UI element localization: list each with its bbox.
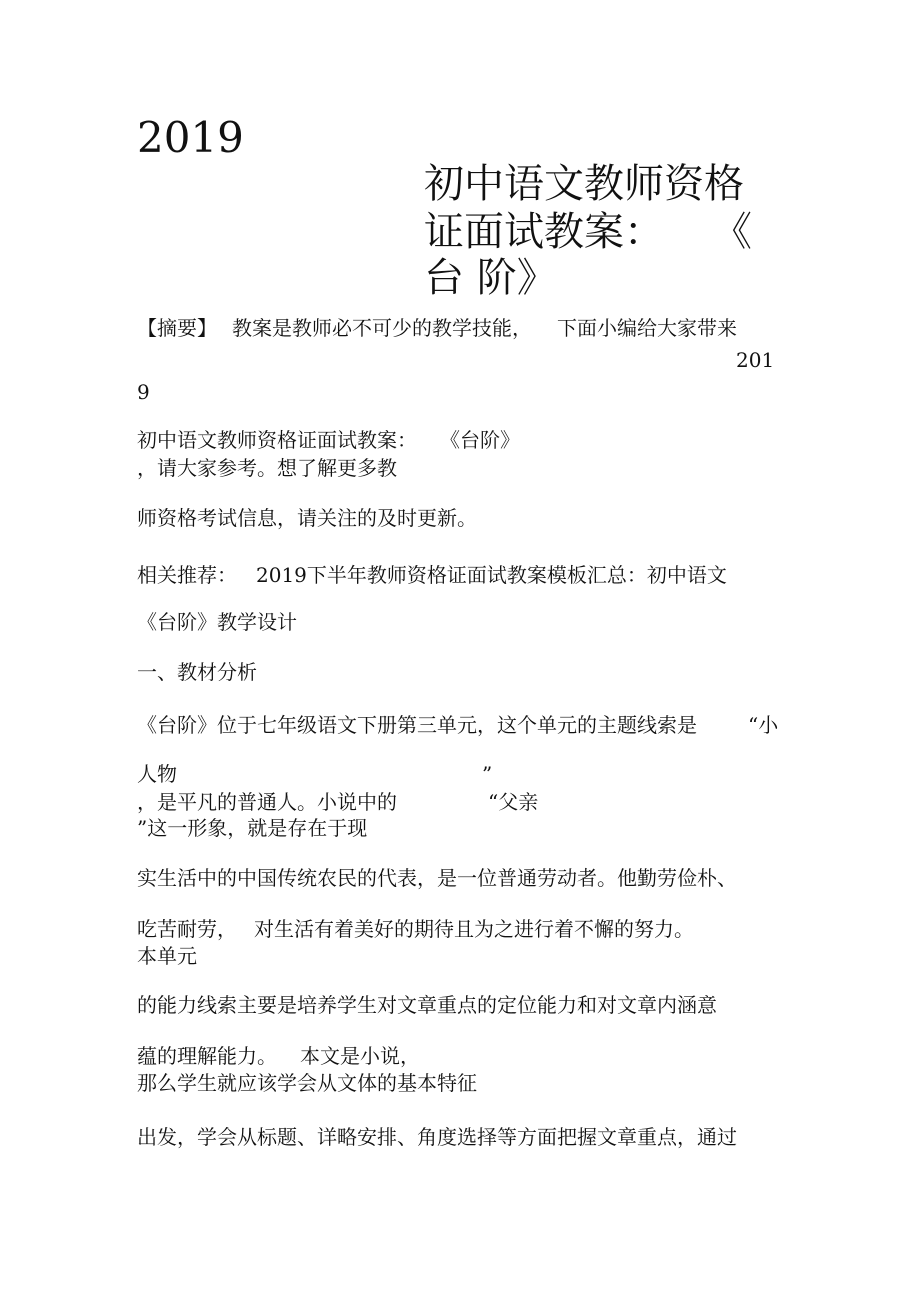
title-line-2-mark: 《 [712, 209, 752, 255]
paragraph-quote-father: “父亲 [488, 790, 539, 814]
paragraph-quote-close: ” [482, 762, 493, 786]
recommend-text: 2019下半年教师资格证面试教案模板汇总：初中语文 [256, 563, 727, 587]
abstract-line-3b: 《台阶》 [440, 428, 520, 452]
recommend-label: 相关推荐： [137, 563, 237, 587]
paragraph-line: ”这一形象，就是存在于现 [137, 816, 368, 840]
abstract-line-3a: 初中语文教师资格证面试教案： [137, 428, 417, 452]
abstract-text-2: 下面小编给大家带来 [557, 316, 737, 340]
design-heading: 《台阶》教学设计 [137, 610, 297, 634]
title-year: 2019 [137, 113, 244, 162]
paragraph-line: 的能力线索主要是培养学生对文章重点的定位能力和对文章内涵意 [137, 993, 717, 1017]
section-heading: 一、教材分析 [137, 660, 257, 684]
paragraph-line: 出发，学会从标题、详略安排、角度选择等方面把握文章重点，通过 [137, 1125, 737, 1149]
abstract-line-5: 师资格考试信息，请关注的及时更新。 [137, 506, 477, 530]
paragraph-line: 对生活有着美好的期待且为之进行着不懈的努力。 [254, 917, 694, 941]
paragraph-line: 人物 [137, 762, 177, 786]
paragraph-line: 蕴的理解能力。 [137, 1044, 277, 1068]
paragraph-line: 本单元 [137, 944, 197, 968]
abstract-line-4: ，请大家参考。想了解更多教 [137, 456, 397, 480]
paragraph-line: 实生活中的中国传统农民的代表，是一位普通劳动者。他勤劳俭朴、 [137, 866, 737, 890]
paragraph-line: 《台阶》位于七年级语文下册第三单元，这个单元的主题线索是 [137, 713, 697, 737]
title-line-2: 证面试教案： [424, 209, 664, 255]
abstract-year-a: 201 [736, 348, 775, 372]
abstract-text: 教案是教师必不可少的教学技能， [232, 316, 532, 340]
paragraph-quote-open: “小 [748, 713, 779, 737]
abstract-label: 【摘要】 [137, 316, 217, 340]
paragraph-line: 吃苦耐劳， [137, 917, 237, 941]
paragraph-line: 那么学生就应该学会从文体的基本特征 [137, 1071, 477, 1095]
title-line-3: 台 阶》 [424, 255, 557, 301]
title-line-1: 初中语文教师资格 [424, 161, 744, 207]
paragraph-line: 本文是小说， [300, 1044, 420, 1068]
abstract-year-b: 9 [137, 380, 150, 404]
paragraph-line: ，是平凡的普通人。小说中的 [137, 790, 397, 814]
